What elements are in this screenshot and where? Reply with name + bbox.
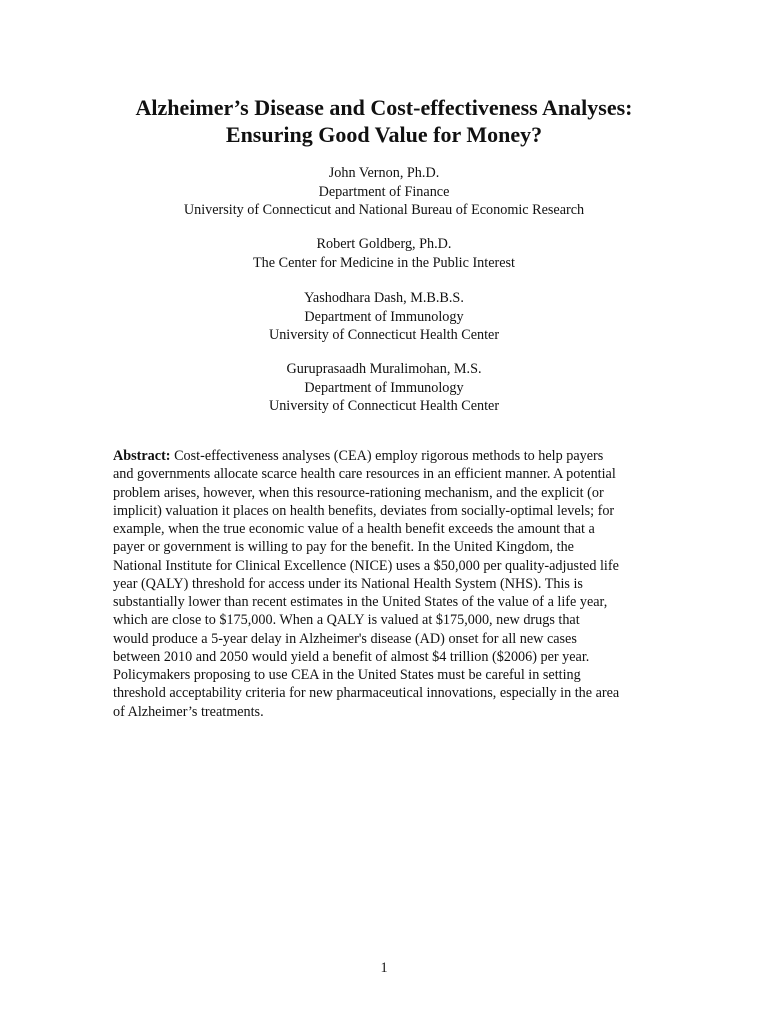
abstract-line: threshold acceptability criteria for new pharmaceutical innovations, especially in the area — [113, 685, 620, 702]
author-affiliation: University of Connecticut Health Center — [268, 327, 500, 344]
author-block-muralimohan — [0, 360, 768, 416]
abstract-line: and governments allocate scarce health care resources in an efficient manner. A potential — [113, 466, 616, 483]
abstract-line-1 — [113, 447, 658, 465]
abstract-line: payer or government is willing to pay for the benefit. In the United Kingdom, the — [113, 539, 574, 556]
author-block-goldberg — [0, 235, 768, 272]
author-block-dash — [0, 289, 768, 345]
abstract-line: would produce a 5-year delay in Alzheimer's disease (AD) onset for all new cases — [113, 630, 577, 647]
abstract-line: of Alzheimer’s treatments. — [113, 703, 264, 720]
abstract-line: example, when the true economic value of a health benefit exceeds the amount that a — [113, 521, 595, 537]
abstract-text: Cost-effectiveness analyses (CEA) employ rigorous methods to help payers — [174, 448, 604, 464]
author-affiliation: Department of Finance — [318, 183, 450, 200]
author-affiliation: The Center for Medicine in the Public Interest — [253, 254, 515, 271]
author-block-vernon — [0, 164, 768, 220]
author-affiliation: University of Connecticut and National Bureau of Economic Research — [183, 202, 585, 219]
author-name: John Vernon, Ph.D. — [328, 165, 440, 181]
abstract-line: implicit) valuation it places on health benefits, deviates from socially-optimal levels; for — [113, 502, 615, 519]
author-name: Robert Goldberg, Ph.D. — [316, 236, 452, 252]
abstract-line: National Institute for Clinical Excellence (NICE) uses a $50,000 per quality-adjusted life — [113, 557, 619, 574]
abstract-line: Policymakers proposing to use CEA in the United States must be careful in setting — [113, 667, 581, 683]
abstract-line: substantially lower than recent estimates in the United States of the value of a life year, — [113, 594, 608, 610]
paper-title-line-2: Ensuring Good Value for Money? — [225, 122, 543, 147]
author-name: Guruprasaadh Muralimohan, M.S. — [286, 361, 482, 377]
author-affiliation: Department of Immunology — [304, 308, 464, 325]
author-affiliation: University of Connecticut Health Center — [268, 398, 500, 415]
abstract-line: year (QALY) threshold for access under its National Health System (NHS). This is — [113, 575, 583, 592]
page-number: 1 — [380, 960, 388, 976]
author-name: Yashodhara Dash, M.B.B.S. — [304, 290, 464, 306]
paper-title-line-1: Alzheimer’s Disease and Cost-effectiveness Analyses: — [135, 95, 633, 120]
abstract — [113, 447, 658, 721]
abstract-line: between 2010 and 2050 would yield a benefit of almost $4 trillion ($2006) per year. — [113, 648, 590, 665]
abstract-label: Abstract: — [113, 448, 171, 464]
paper-title — [0, 94, 768, 148]
abstract-line: problem arises, however, when this resource-rationing mechanism, and the explicit (or — [113, 484, 604, 501]
abstract-line: which are close to $175,000. When a QALY is valued at $175,000, new drugs that — [113, 612, 580, 629]
author-affiliation: Department of Immunology — [304, 379, 464, 396]
